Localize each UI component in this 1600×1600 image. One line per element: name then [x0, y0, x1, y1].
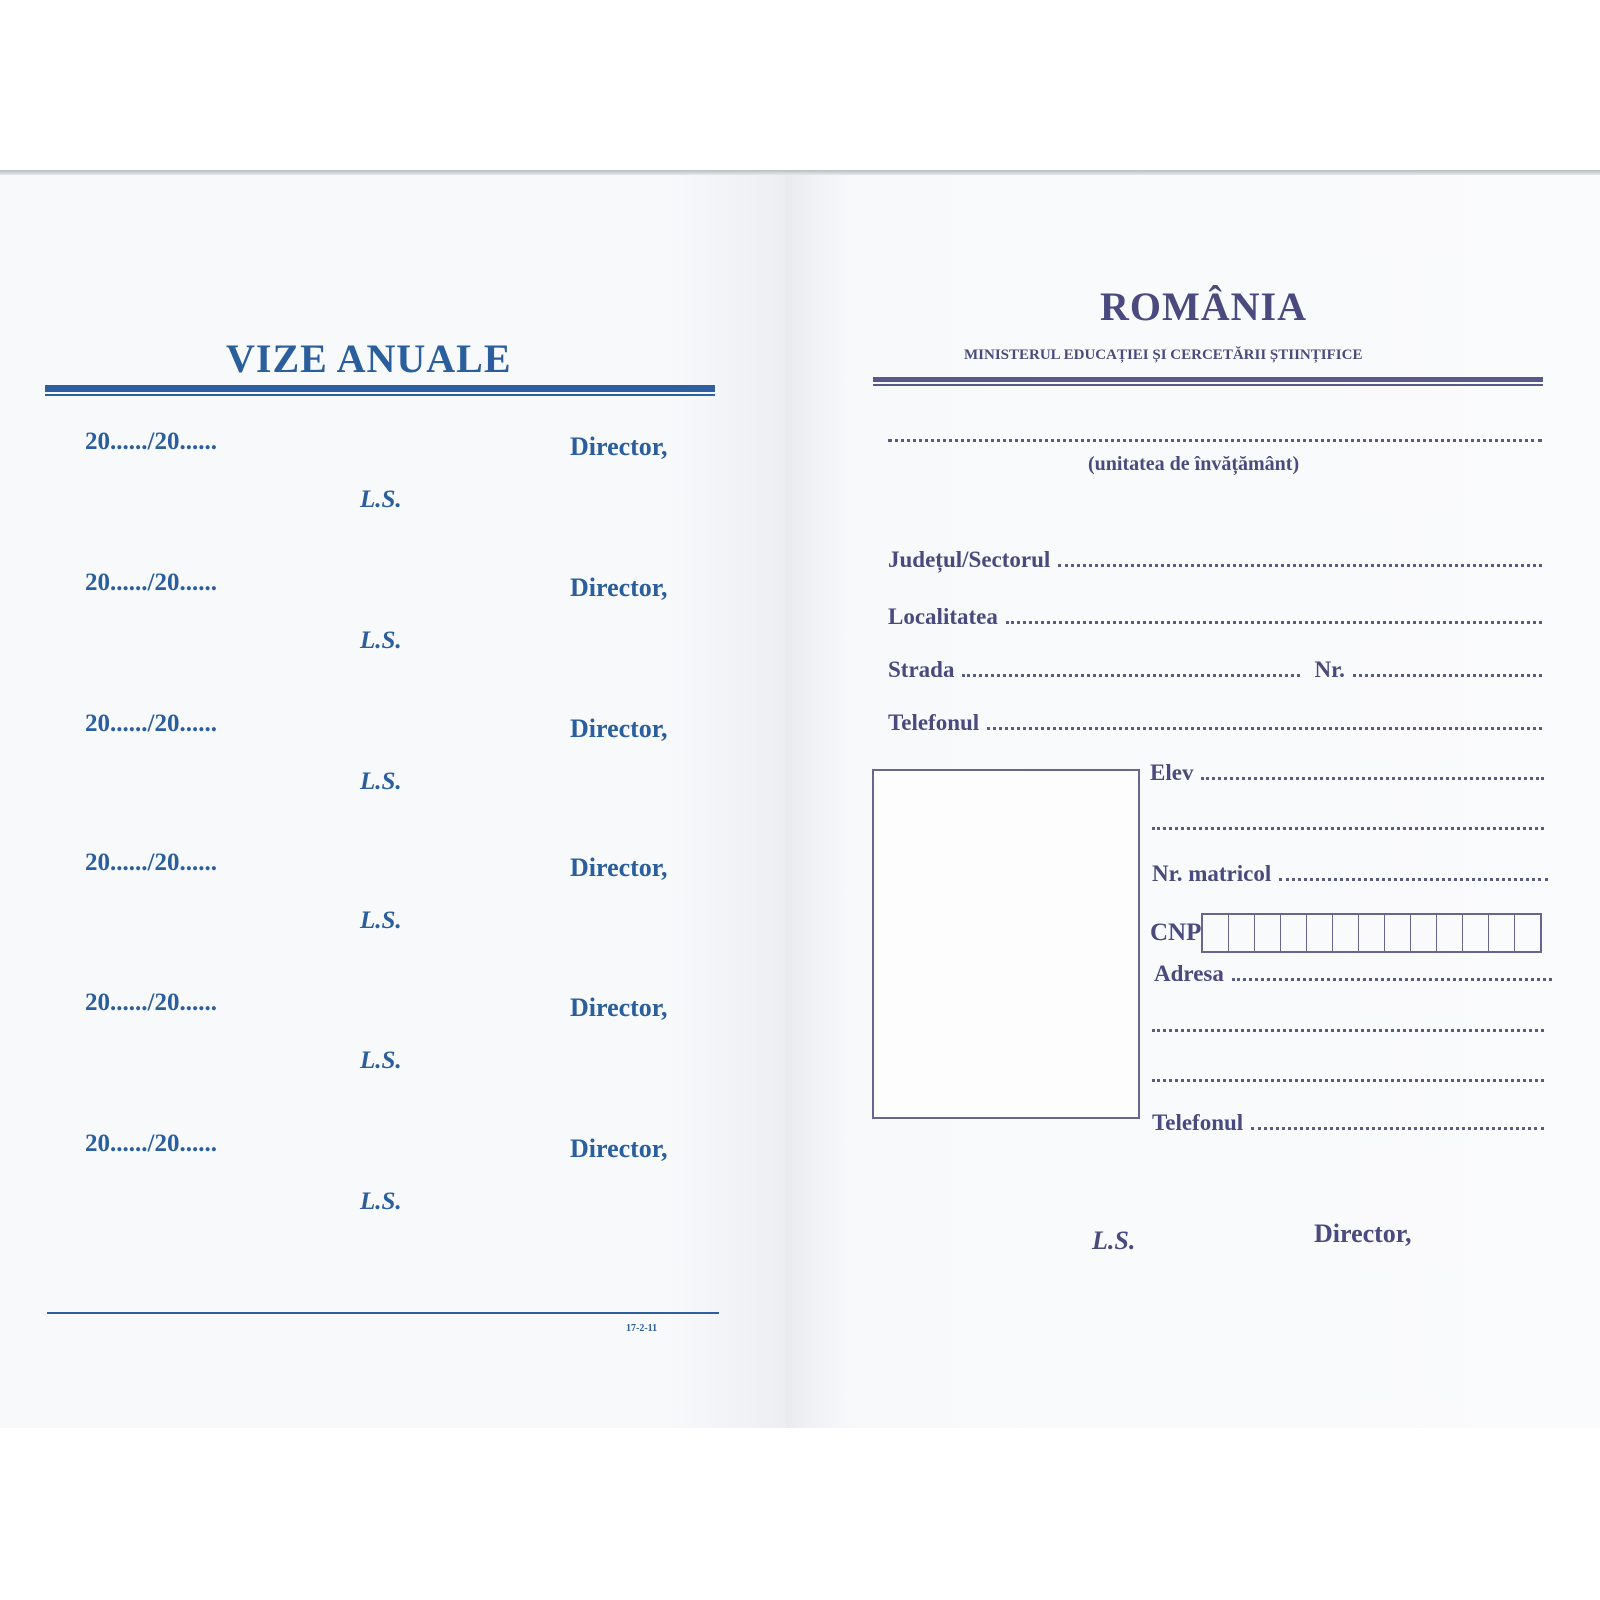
cnp-row: [1150, 913, 1542, 953]
cnp-digit-cell[interactable]: [1489, 915, 1515, 951]
institution-caption: (unitatea de învățământ): [1088, 453, 1300, 475]
address-field[interactable]: [1232, 978, 1552, 981]
cnp-digit-cell[interactable]: [1463, 915, 1489, 951]
visa-year[interactable]: 20....../20......: [85, 989, 217, 1016]
county-label: Județul/Sectorul: [888, 547, 1051, 572]
address-field-line3[interactable]: [1152, 1079, 1544, 1082]
visa-year[interactable]: 20....../20......: [85, 710, 217, 737]
visa-year[interactable]: 20....../20......: [85, 849, 217, 876]
visa-year[interactable]: 20....../20......: [85, 1130, 217, 1157]
form-code: 17-2-11: [626, 1323, 658, 1334]
country-title: ROMÂNIA: [1100, 284, 1307, 329]
visa-director: Director,: [570, 573, 668, 602]
photo-box[interactable]: [872, 769, 1140, 1119]
cnp-digit-cell[interactable]: [1333, 915, 1359, 951]
visa-director: Director,: [570, 714, 668, 743]
visa-year[interactable]: 20....../20......: [85, 428, 217, 455]
visa-director: Director,: [570, 1134, 668, 1163]
cnp-digit-cell[interactable]: [1515, 915, 1540, 951]
cnp-digit-cell[interactable]: [1385, 915, 1411, 951]
visa-year[interactable]: 20....../20......: [85, 569, 217, 596]
visa-seal: L.S.: [360, 1047, 402, 1074]
student-phone-row: [1152, 1110, 1544, 1136]
seal-placeholder: L.S.: [1092, 1226, 1136, 1255]
student-field-line2[interactable]: [1152, 827, 1544, 830]
street-row: [888, 657, 1542, 683]
county-field[interactable]: [1058, 564, 1542, 567]
title-rule-thin: [45, 394, 715, 396]
visa-director: Director,: [570, 993, 668, 1022]
student-phone-field[interactable]: [1251, 1127, 1544, 1130]
locality-label: Localitatea: [888, 604, 998, 629]
annual-visas-title: VIZE ANUALE: [226, 336, 512, 381]
cnp-label: CNP: [1150, 919, 1202, 946]
number-field[interactable]: [1353, 674, 1542, 677]
header-rule: [873, 377, 1543, 382]
register-field[interactable]: [1279, 878, 1548, 881]
address-row: [1154, 961, 1552, 987]
register-label: Nr. matricol: [1152, 861, 1272, 886]
visa-seal: L.S.: [360, 627, 402, 654]
locality-row: [888, 604, 1542, 630]
county-row: [888, 547, 1542, 573]
document-spread: [0, 170, 1600, 1428]
visa-seal: L.S.: [360, 486, 402, 513]
visa-seal: L.S.: [360, 1188, 402, 1215]
phone-field[interactable]: [987, 727, 1542, 730]
student-label: Elev: [1150, 760, 1194, 785]
ministry-name: MINISTERUL EDUCAȚIEI ȘI CERCETĂRII ȘTIINȚIFICE: [964, 347, 1363, 363]
title-rule: [45, 385, 715, 392]
phone-label: Telefonul: [888, 710, 980, 735]
register-row: [1152, 861, 1548, 887]
cnp-field[interactable]: [1201, 913, 1542, 953]
visa-director: Director,: [570, 853, 668, 882]
phone-row: [888, 710, 1542, 736]
cnp-digit-cell[interactable]: [1437, 915, 1463, 951]
visa-seal: L.S.: [360, 768, 402, 795]
right-page: [786, 175, 1600, 1428]
cnp-digit-cell[interactable]: [1307, 915, 1333, 951]
address-field-line2[interactable]: [1152, 1029, 1544, 1032]
left-page: [0, 175, 786, 1428]
address-label: Adresa: [1154, 961, 1224, 986]
student-phone-label: Telefonul: [1152, 1110, 1244, 1135]
student-field[interactable]: [1201, 777, 1544, 780]
street-field[interactable]: [962, 674, 1300, 677]
institution-field[interactable]: [888, 439, 1542, 442]
street-label: Strada: [888, 657, 955, 682]
header-rule-thin: [873, 384, 1543, 386]
visa-seal: L.S.: [360, 907, 402, 934]
cnp-digit-cell[interactable]: [1203, 915, 1229, 951]
student-row: [1150, 760, 1544, 786]
director-signature-label: Director,: [1314, 1219, 1412, 1248]
locality-field[interactable]: [1006, 621, 1542, 624]
cnp-digit-cell[interactable]: [1229, 915, 1255, 951]
number-label: Nr.: [1314, 657, 1345, 682]
cnp-digit-cell[interactable]: [1281, 915, 1307, 951]
cnp-digit-cell[interactable]: [1255, 915, 1281, 951]
visa-director: Director,: [570, 432, 668, 461]
cnp-digit-cell[interactable]: [1411, 915, 1437, 951]
cnp-digit-cell[interactable]: [1359, 915, 1385, 951]
bottom-rule: [47, 1312, 719, 1314]
